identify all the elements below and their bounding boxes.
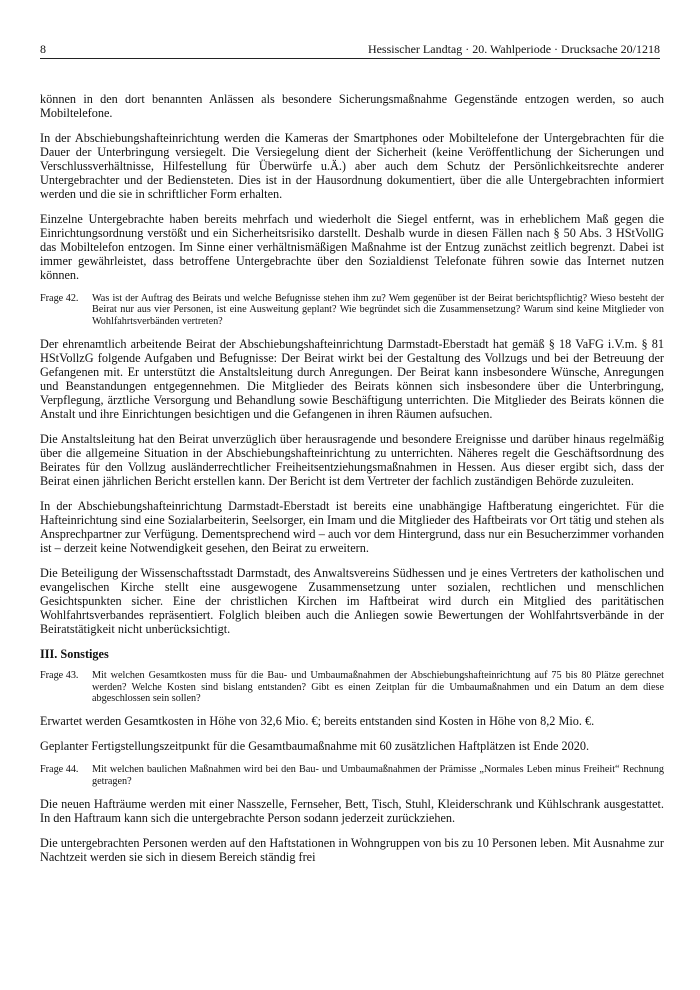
question-42 xyxy=(40,293,664,327)
paragraph: In der Abschiebungshafteinrichtung werden die Kameras der Smartphones oder Mobiltelefone der Untergebrachten für die Dauer der Unterbringung versiegelt. Die Versiegelung dient der Sicherheit (keine Veröffentlichung der Sicherungen und Verschlussverhältnisse, Hilfestellung für Überwürfe u.Ä.) aber auch dem Schutz der Persönlichkeitsrechte anderer Untergebrachter und der Bediensteten. Dies ist in der Hausordnung dokumentiert, über die alle Untergebrachten informiert werden und die sie in schriftlicher Form erhalten. xyxy=(40,131,664,201)
question-label: Frage 42. xyxy=(40,293,79,304)
page-number: 8 xyxy=(40,42,46,56)
section-heading: III. Sonstiges xyxy=(40,647,109,662)
question-label: Frage 43. xyxy=(40,670,79,682)
paragraph: Die Beteiligung der Wissenschaftsstadt Darmstadt, des Anwaltsvereins Südhessen und je eines Vertreters der katholischen und evangelischen Kirche stellt eine ausgewogene Zusammensetzung unter sozialen, rechtlichen und menschlichen Gesichtspunkten sicher. Eine der christlichen Kirchen im Haftbeirat wird durch ein Mitglied des paritätischen Wohlfahrtsverbandes repräsentiert. Folglich bleiben auch die Anliegen sowie Bewertungen der Wohlfahrtsverbände in der Beiratstätigkeit nicht unberücksichtigt. xyxy=(40,566,664,637)
paragraph: Geplanter Fertigstellungszeitpunkt für die Gesamtbaumaßnahme mit 60 zusätzlichen Haftplätzen ist Ende 2020. xyxy=(40,739,590,754)
document-body xyxy=(40,92,664,875)
question-43 xyxy=(40,670,664,704)
page-header xyxy=(40,42,660,59)
header-title: Hessischer Landtag · 20. Wahlperiode · Drucksache 20/1218 xyxy=(367,42,660,56)
paragraph: Die untergebrachten Personen werden auf den Haftstationen in Wohngruppen von bis zu 10 Personen leben. Mit Ausnahme zur Nachtzeit werden sie sich in diesem Bereich ständig frei xyxy=(40,836,664,865)
paragraph: In der Abschiebungshafteinrichtung Darmstadt-Eberstadt ist bereits eine unabhängige Haftberatung eingerichtet. Für die Hafteinrichtung sind eine Sozialarbeiterin, Seelsorger, ein Imam und die Mitglieder des Haftbeirats vor Ort tätig und stehen als Ansprechpartner zur Verfügung. Dementsprechend wird – auch vor dem Hintergrund, dass nur ein Besucherzimmer vorhanden ist – derzeit keine Notwendigkeit gesehen, den Beirat zu erweitern. xyxy=(40,499,664,556)
paragraph: können in den dort benannten Anlässen als besondere Sicherungsmaßnahme Gegenstände entzogen werden, so auch Mobiltelefone. xyxy=(40,92,664,120)
question-text: Mit welchen Gesamtkosten muss für die Bau- und Umbaumaßnahmen der Abschiebungshafteinrichtung auf 75 bis 80 Plätze gerechnet werden? Welche Kosten sind bislang entstanden? Gibt es einen Zeitplan für die Umbaumaßnahmen und ein Datum an dem diese abgeschlossen sein sollen? xyxy=(92,670,664,705)
question-text: Mit welchen baulichen Maßnahmen wird bei den Bau- und Umbaumaßnahmen der Prämisse „Normales Leben minus Freiheit“ Rechnung getragen? xyxy=(92,764,664,787)
paragraph: Erwartet werden Gesamtkosten in Höhe von 32,6 Mio. €; bereits entstanden sind Kosten in Höhe von 8,2 Mio. €. xyxy=(40,714,595,729)
paragraph: Einzelne Untergebrachte haben bereits mehrfach und wiederholt die Siegel entfernt, was in erheblichem Maß gegen die Einrichtungsordnung verstößt und ein Sicherheitsrisiko darstellt. Deshalb wurde in diesen Fällen nach § 50 Abs. 3 HStVollG das Mobiltelefon entzogen. Im Sinne einer verhältnismäßigen Maßnahme ist der Entzug zunächst zeitlich begrenzt. Dabei ist immer gewährleistet, dass betroffene Untergebrachte über den Sozialdienst Telefonate führen sowie das Internet nutzen können. xyxy=(40,212,664,282)
question-label: Frage 44. xyxy=(40,764,79,776)
question-text: Was ist der Auftrag des Beirats und welche Befugnisse stehen ihm zu? Wem gegenüber ist der Beirat berichtspflichtig? Wieso besteht der Beirat nur aus vier Personen, ist eine Ausweitung geplant? Wie begründet sich die Zusammensetzung? Warum sind keine Mitglieder von Wohlfahrtsverbänden vertreten? xyxy=(92,293,664,327)
paragraph: Der ehrenamtlich arbeitende Beirat der Abschiebungshafteinrichtung Darmstadt-Eberstadt hat gemäß § 18 VaFG i.V.m. § 81 HStVollzG folgende Aufgaben und Befugnisse: Der Beirat wirkt bei der Gestaltung des Vollzugs und bei der Betreuung der Gefangenen mit. Er unterstützt die Anstaltsleitung durch Anregungen. Der Beirat kann insbesondere Wünsche, Anregungen und Beanstandungen entgegennehmen. Die Mitglieder des Beirats können sich insbesondere über die Unterbringung, Verpflegung, ärztliche Versorgung und Behandlung sowie Beschäftigung unterrichten. Die Mitglieder des Beirats können die Anstalt und ihre Einrichtungen besichtigen und die Gefangenen in ihren Räumen aufsuchen. xyxy=(40,337,664,422)
paragraph: Die Anstaltsleitung hat den Beirat unverzüglich über herausragende und besondere Ereignisse und darüber hinaus regelmäßig über die allgemeine Situation in der Abschiebungshafteinrichtung zu unterrichten. Näheres regelt die Geschäftsordnung des Beirates für den Vollzug ausländerrechtlicher Freiheitsentziehungsmaßnahmen in Hessen. Aus dieser ergibt sich, dass der Beirat einen jährlichen Bericht erstellen kann. Der Bericht ist dem Vertreter der fachlich zuständigen Behörde zuzuleiten. xyxy=(40,432,664,489)
paragraph: Die neuen Hafträume werden mit einer Nasszelle, Fernseher, Bett, Tisch, Stuhl, Kleiderschrank und Kühlschrank ausgestattet. In den Haftraum kann sich die untergebrachte Person sodann jederzeit zurückziehen. xyxy=(40,797,664,826)
question-44 xyxy=(40,764,664,787)
